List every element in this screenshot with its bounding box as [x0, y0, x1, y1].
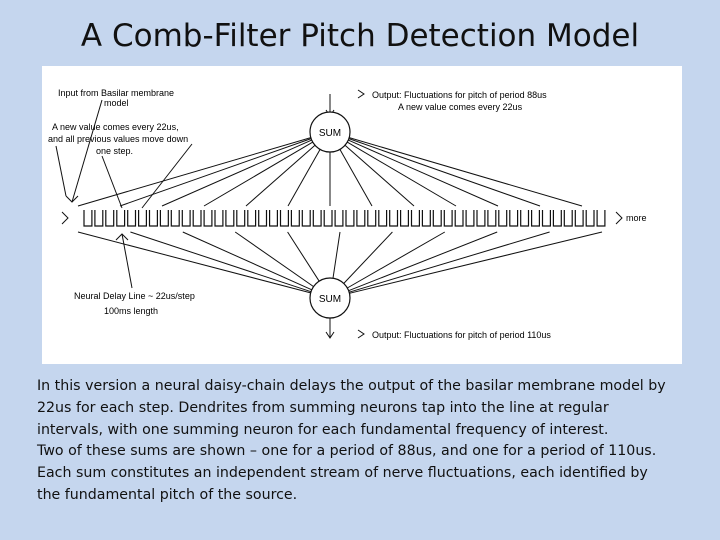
output-bottom-marker — [358, 330, 364, 338]
caption-line: 22us for each step. Dendrites from summing neurons tap into the line at regular — [37, 399, 609, 416]
dendrite-tap-bottom — [235, 232, 313, 287]
shift-pointer-line-b — [102, 156, 122, 208]
dendrite-tap-bottom — [288, 232, 320, 281]
dendrite-tap-top — [349, 138, 582, 206]
sum-top-label: SUM — [318, 128, 342, 139]
shift-label-line1: A new value comes every 22us, — [52, 122, 179, 132]
output-top-marker — [358, 90, 364, 98]
dendrite-tap-bottom — [333, 232, 340, 278]
slide-caption — [37, 376, 687, 507]
diagram-svg — [42, 66, 682, 364]
dendrite-tap-bottom — [349, 232, 602, 293]
comb-filter-diagram — [42, 66, 682, 364]
shift-label-line3: one step. — [96, 146, 134, 156]
dendrite-tap-top — [347, 142, 456, 206]
shift-label-line2: and all previous values move down — [48, 134, 189, 144]
delay-label-line2: 100ms length — [104, 306, 159, 316]
delay-label-line1: Neural Delay Line ~ 22us/step — [74, 291, 195, 301]
sum-bottom-label: SUM — [318, 294, 342, 305]
dendrite-tap-top — [348, 140, 498, 206]
caption-line: Each sum constitutes an independent stream of nerve fluctuations, each identified by — [37, 465, 648, 482]
input-label-line2: model — [104, 98, 129, 108]
more-label: more — [626, 213, 647, 223]
delay-line-cells — [84, 210, 605, 226]
delay-continuation-arrow — [616, 212, 622, 224]
dendrite-tap-top — [288, 149, 320, 206]
dendrite-tap-top — [204, 142, 313, 206]
dendrite-tap-bottom — [130, 232, 311, 292]
caption-line: the fundamental pitch of the source. — [37, 486, 298, 503]
input-label-line1: Input from Basilar membrane — [58, 88, 175, 98]
caption-line: In this version a neural daisy-chain delays the output of the basilar membrane model by — [37, 378, 666, 394]
output-top-line1: Output: Fluctuations for pitch of period 88us — [372, 90, 547, 100]
dendrite-tap-top — [340, 149, 372, 206]
dendrite-tap-bottom — [349, 232, 549, 292]
delay-input-arrow — [62, 212, 68, 224]
delay-line — [84, 210, 605, 226]
output-bottom-line1: Output: Fluctuations for pitch of period 110us — [372, 330, 551, 340]
fan-lines — [78, 138, 602, 294]
caption-line: Two of these sums are shown – one for a period of 88us, and one for a period of 110us. — [37, 443, 657, 460]
dendrite-tap-bottom — [78, 232, 311, 293]
dendrite-tap-top — [120, 139, 311, 206]
dendrite-tap-top — [162, 140, 312, 206]
dendrite-tap-bottom — [347, 232, 445, 288]
dendrite-tap-top — [349, 139, 540, 206]
shift-pointer-line-c — [142, 144, 192, 208]
caption-line: intervals, with one summing neuron for each fundamental frequency of interest. — [37, 421, 609, 438]
slide-title: A Comb-Filter Pitch Detection Model — [80, 18, 640, 54]
shift-pointer-line-a — [56, 146, 66, 196]
dendrite-tap-bottom — [349, 232, 498, 291]
delay-pointer-line — [122, 234, 132, 288]
output-top-line2: A new value comes every 22us — [398, 102, 523, 112]
